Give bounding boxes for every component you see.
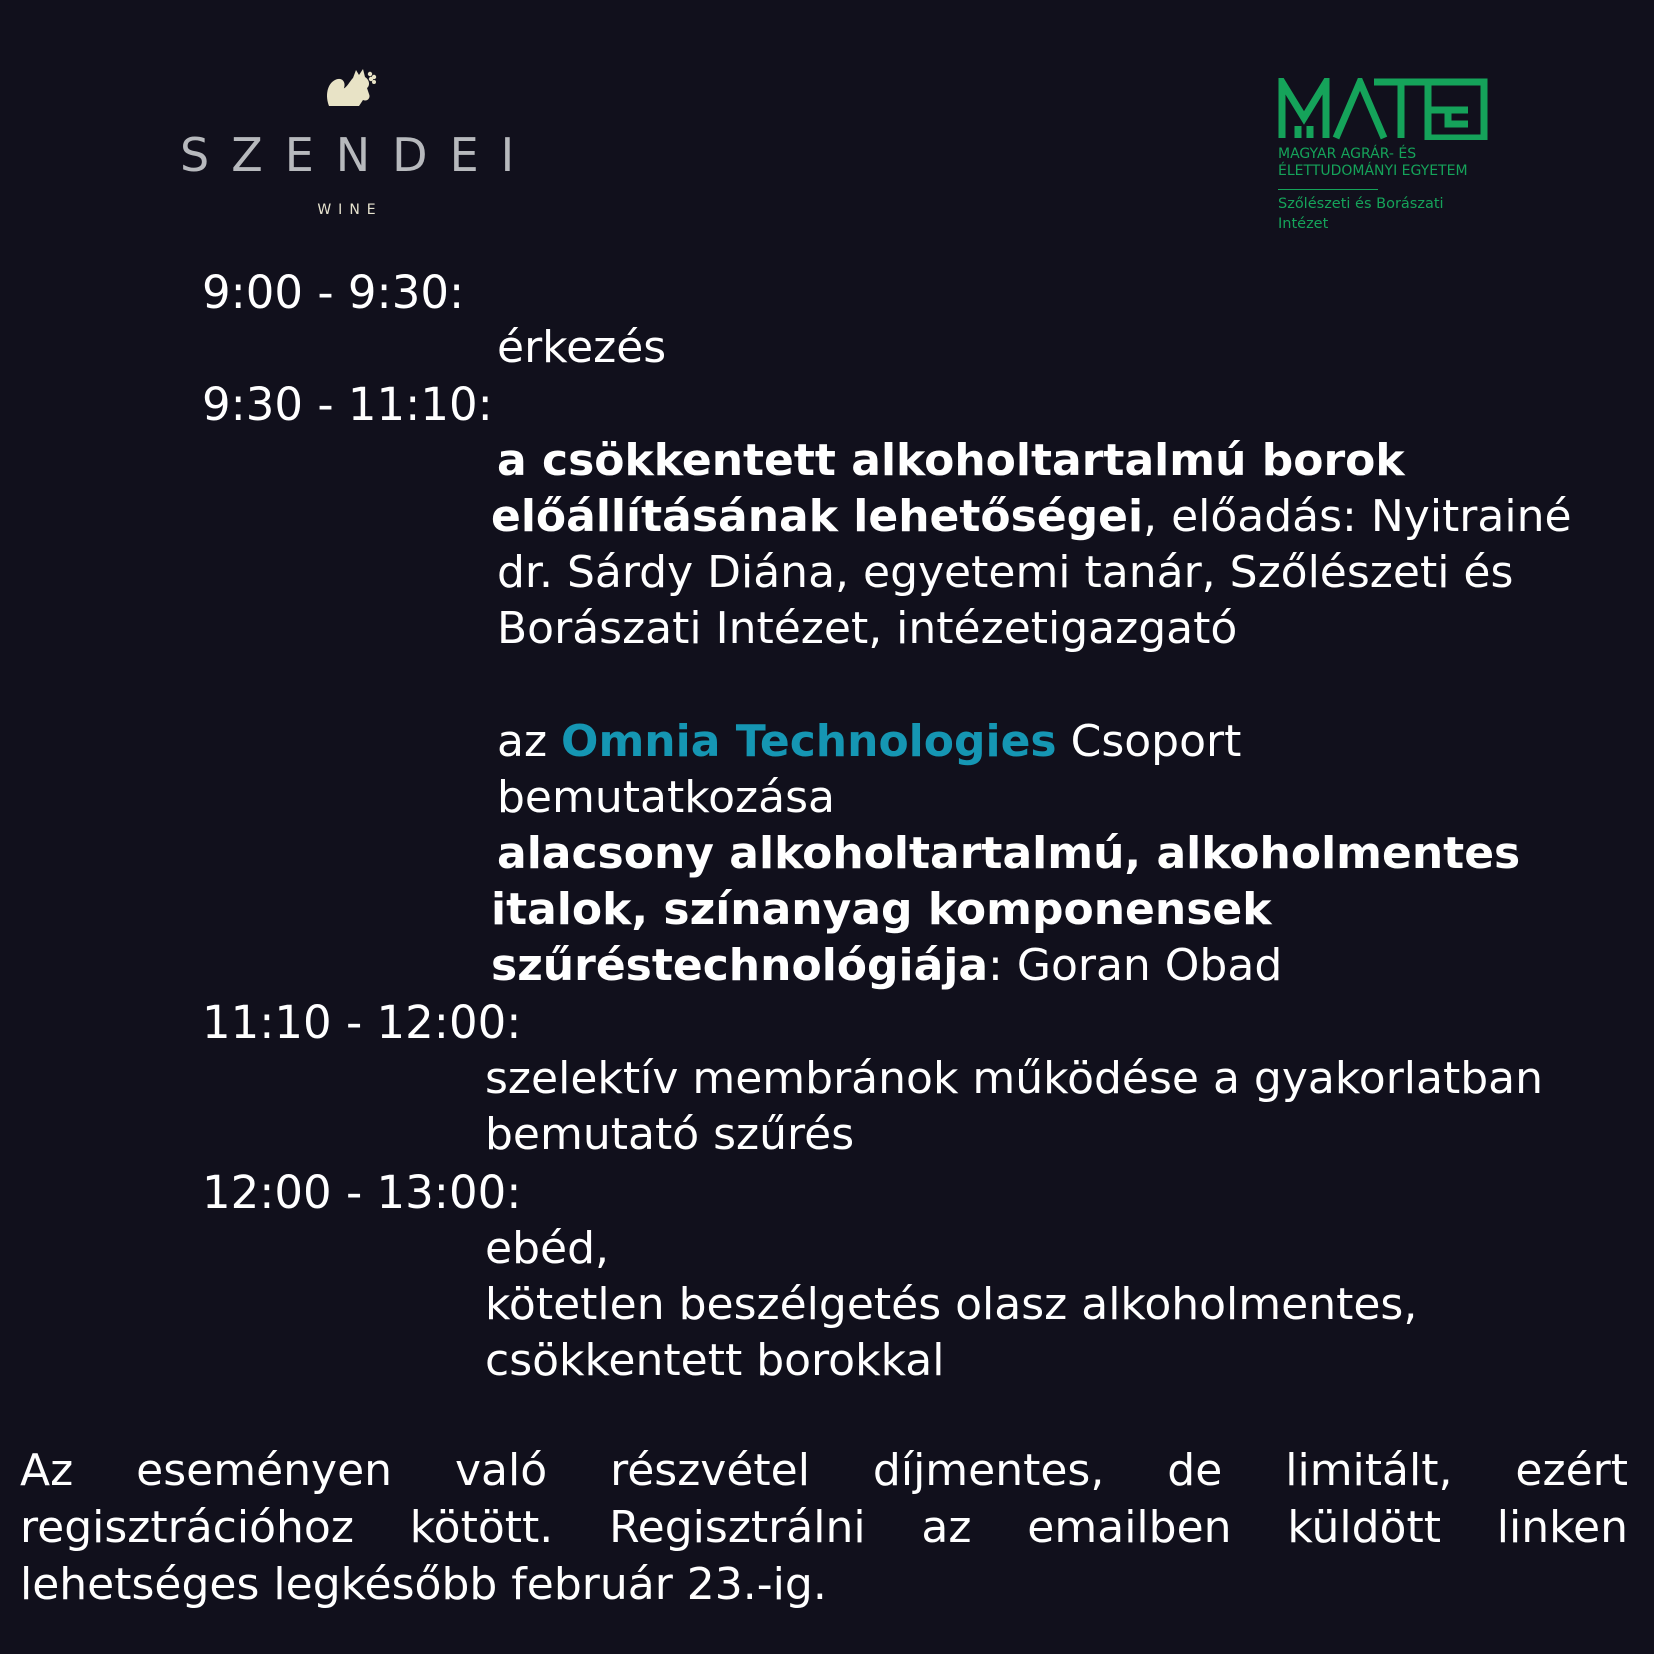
mate-logo <box>1278 78 1498 238</box>
university-name: MAGYAR AGRÁR- ÉS ÉLETTUDOMÁNYI EGYETEM <box>1278 146 1468 179</box>
schedule-line: szelektív membránok működése a gyakorlatban <box>485 1053 1543 1104</box>
schedule-line: bemutató szűrés <box>485 1109 855 1160</box>
schedule-time: 9:30 - 11:10: <box>202 378 493 431</box>
schedule-line: Borászati Intézet, intézetigazgató <box>497 603 1238 654</box>
schedule-line: ebéd, <box>485 1223 609 1274</box>
logo-divider <box>1278 189 1378 190</box>
schedule-line: csökkentett borokkal <box>485 1335 945 1386</box>
schedule-line: érkezés <box>497 322 667 373</box>
institute-name: Szőlészeti és Borászati Intézet <box>1278 196 1444 232</box>
schedule-line: szűréstechnológiája: Goran Obad <box>491 940 1283 991</box>
szendei-logo <box>180 62 537 222</box>
schedule-line: italok, színanyag komponensek <box>491 884 1272 935</box>
brand-sub: WINE <box>317 202 383 218</box>
company-name: Omnia Technologies <box>561 716 1057 767</box>
registration-note: Az eseményen való részvétel díjmentes, de limitált, ezért regisztrációhoz kötött. Regisztrálni az emailben küldött linken lehetséges legkésőbb február 23.-ig. <box>20 1445 1628 1610</box>
schedule-line: előállításának lehetőségei, előadás: Nyitrainé <box>491 491 1572 542</box>
schedule-time: 12:00 - 13:00: <box>202 1166 522 1219</box>
mate-mark <box>1278 78 1488 140</box>
schedule-line: az Omnia Technologies Csoport <box>497 716 1242 767</box>
schedule-line: bemutatkozása <box>497 772 835 823</box>
schedule-line: dr. Sárdy Diána, egyetemi tanár, Szőlészeti és <box>497 547 1514 598</box>
squirrel-icon <box>323 62 379 108</box>
schedule-line: a csökkentett alkoholtartalmú borok <box>497 435 1405 486</box>
schedule-time: 9:00 - 9:30: <box>202 266 465 319</box>
schedule-line: kötetlen beszélgetés olasz alkoholmentes, <box>485 1279 1418 1330</box>
brand-name: SZENDEI <box>180 128 537 182</box>
schedule-line: alacsony alkoholtartalmú, alkoholmentes <box>497 828 1521 879</box>
schedule-time: 11:10 - 12:00: <box>202 996 522 1049</box>
